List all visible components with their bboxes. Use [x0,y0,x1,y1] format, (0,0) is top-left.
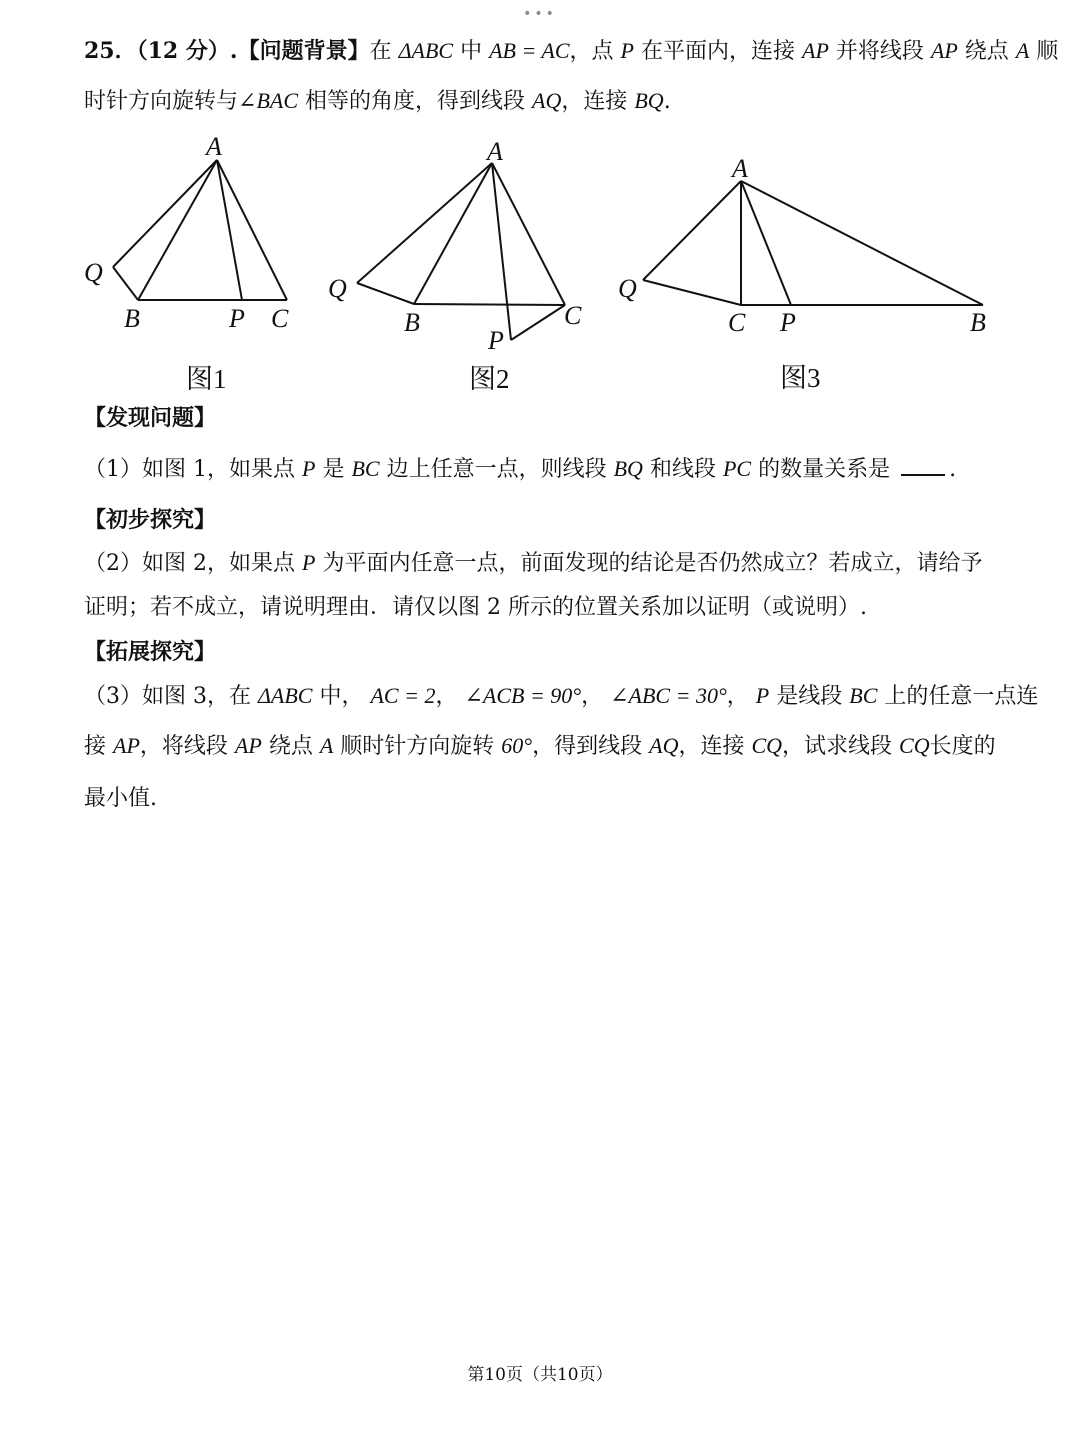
fig1-label-A: A [206,132,222,161]
page-footer: 第10页（共10页） [467,1365,613,1385]
fig2-label-P: P [488,326,504,355]
fig3-label-P: P [780,308,796,337]
fig2-label-A: A [487,137,503,166]
fig2-caption: 图2 [469,364,510,394]
problem-line-1: 25．（12 分）.【问题背景】在 ΔABC 中 AB = AC，点 P 在平面内，连接 AP 并将线段 AP 绕点 A 顺 [84,38,1059,64]
fig3-label-A: A [732,154,748,183]
answer-blank[interactable] [901,452,945,476]
section3-question-line-2: 接 AP，将线段 AP 绕点 A 顺时针方向旋转 60°，得到线段 AQ，连接 CQ，试求线段 CQ长度的 [84,733,996,759]
fig1-label-C: C [271,304,289,333]
problem-number: 25．（12 分）. [84,38,238,64]
fig3-label-Q: Q [618,274,637,303]
fig3-label-C: C [728,308,746,337]
problem-line-2: 时针方向旋转与∠BAC 相等的角度，得到线段 AQ，连接 BQ. [84,88,671,114]
fig1-label-P: P [229,304,245,333]
section2-question-line-2: 证明；若不成立，请说明理由．请仅以图 2 所示的位置关系加以证明（或说明）. [84,595,867,620]
figure-2-lines [357,163,565,340]
top-handle-dots: ••• [523,6,557,22]
fig1-label-Q: Q [84,258,103,287]
fig2-label-Q: Q [328,274,347,303]
geometry-figures [0,125,1080,405]
section3-title: 【拓展探究】 [84,639,217,665]
section3-question-line-3: 最小值. [84,786,157,811]
fig3-caption: 图3 [780,363,821,393]
fig2-label-C: C [564,301,582,330]
section2-title: 【初步探究】 [84,507,217,533]
fig1-label-B: B [124,304,140,333]
section2-question-line-1: （2）如图 2，如果点 P 为平面内任意一点，前面发现的结论是否仍然成立？若成立，请给予 [84,550,983,576]
section3-question-line-1: （3）如图 3，在 ΔABC 中， AC = 2， ∠ACB = 90°， ∠ABC = 30°， P 是线段 BC 上的任意一点连 [84,683,1039,709]
background-title: 【问题背景】 [237,38,370,64]
fig3-label-B: B [970,308,986,337]
figure-1-lines [113,160,287,300]
section1-question: （1）如图 1，如果点 P 是 BC 边上任意一点，则线段 BQ 和线段 PC 的数量关系是 . [84,452,956,485]
figure-3-lines [643,181,983,305]
section1-title: 【发现问题】 [84,405,217,431]
fig2-label-B: B [404,308,420,337]
fig1-caption: 图1 [186,364,227,394]
